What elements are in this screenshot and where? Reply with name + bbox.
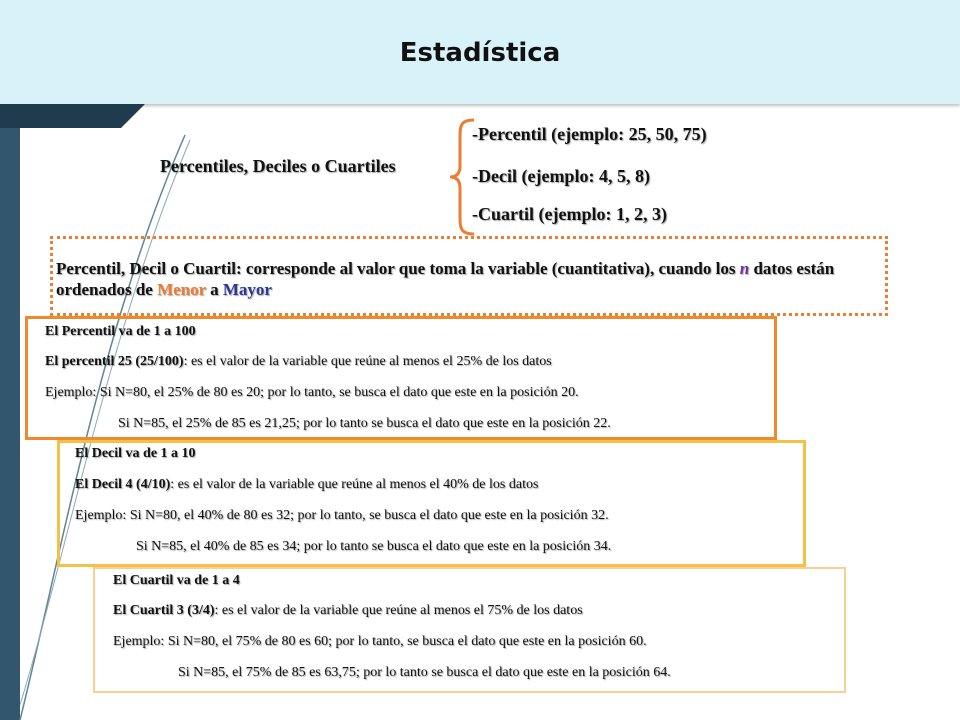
definition-text <box>56 258 886 300</box>
left-sidebar-bar <box>0 128 20 720</box>
definition-a: a <box>205 280 223 299</box>
percentil-example2: Si N=85, el 25% de 85 es 21,25; por lo tanto se busca el dato que este en la posición 22. <box>118 416 611 431</box>
percentil-def-rest: : es el valor de la variable que reúne al menos el 25% de los datos <box>183 354 552 369</box>
option-decil: -Decil (ejemplo: 4, 5, 8) <box>472 166 650 186</box>
percentil-example1: Ejemplo: Si N=80, el 25% de 80 es 20; por lo tanto, se busca el dato que este en la posición 20. <box>45 385 579 400</box>
cuartil-def-bold: El Cuartil 3 (3/4) <box>113 603 215 618</box>
cuartil-def-rest: : es el valor de la variable que reúne al menos el 75% de los datos <box>214 603 583 618</box>
definition-part2: datos están ordenados de <box>56 259 835 299</box>
decil-example2: Si N=85, el 40% de 85 es 34; por lo tanto se busca el dato que este en la posición 34. <box>136 539 612 554</box>
decil-example1: Ejemplo: Si N=80, el 40% de 80 es 32; por lo tanto, se busca el dato que este en la posición 32. <box>75 508 609 523</box>
decil-def-bold: El Decil 4 (4/10) <box>75 477 171 492</box>
decil-range: El Decil va de 1 a 10 <box>75 446 196 461</box>
cuartil-example2: Si N=85, el 75% de 85 es 63,75; por lo tanto se busca el dato que este en la posición 64. <box>178 665 671 680</box>
cuartil-range: El Cuartil va de 1 a 4 <box>113 573 240 588</box>
definition-part1: Percentil, Decil o Cuartil: corresponde al valor que toma la variable (cuantitativa), cuando los <box>56 259 740 278</box>
option-percentil: -Percentil (ejemplo: 25, 50, 75) <box>472 124 707 144</box>
percentil-definition <box>45 354 552 370</box>
title-banner <box>0 0 960 104</box>
percentil-def-bold: El percentil 25 (25/100) <box>45 354 184 369</box>
decil-definition <box>75 477 538 493</box>
summary-heading: Percentiles, Deciles o Cuartiles <box>160 156 396 176</box>
corner-decoration <box>0 104 145 128</box>
definition-n: n <box>739 259 750 278</box>
page-title: Estadística <box>399 38 561 68</box>
percentil-range: El Percentil va de 1 a 100 <box>45 324 196 339</box>
decil-def-rest: : es el valor de la variable que reúne al menos el 40% de los datos <box>170 477 539 492</box>
cuartil-definition <box>113 603 583 619</box>
definition-menor: Menor <box>157 280 206 299</box>
cuartil-example1: Ejemplo: Si N=80, el 75% de 80 es 60; por lo tanto, se busca el dato que este en la posición 60. <box>113 634 647 649</box>
option-cuartil: -Cuartil (ejemplo: 1, 2, 3) <box>472 204 667 224</box>
definition-mayor: Mayor <box>222 280 272 299</box>
